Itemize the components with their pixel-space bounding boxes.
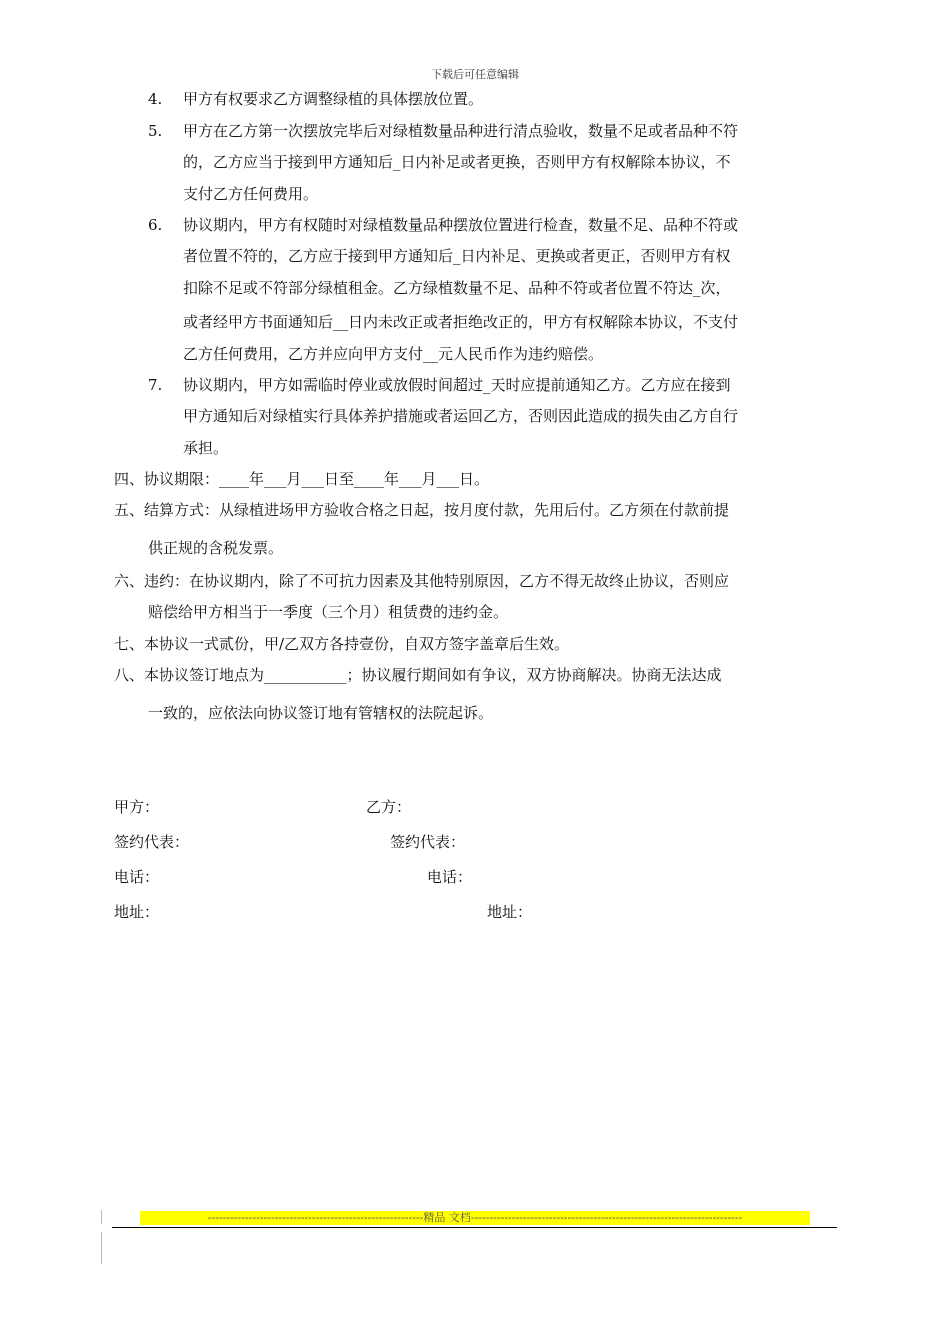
item-line: 协议期内，甲方如需临时停业或放假时间超过_天时应提前通知乙方。乙方应在接到 [183,376,731,394]
item-line: 协议期内，甲方有权随时对绿植数量品种摆放位置进行检查，数量不足、品种不符或 [183,216,739,234]
clause-breach-cont: 赔偿给甲方相当于一季度（三个月）租赁费的违约金。 [148,603,509,621]
item-number: 4. [148,90,163,108]
item-line: 者位置不符的，乙方应于接到甲方通知后_日内补足、更换或者更正，否则甲方有权 [183,247,731,265]
item-line: 乙方任何费用，乙方并应向甲方支付__元人民币作为违约赔偿。 [183,345,604,363]
item-line: 的，乙方应当于接到甲方通知后_日内补足或者更换，否则甲方有权解除本协议，不 [183,153,731,171]
page-header-note: 下载后可任意编辑 [431,68,519,81]
item-line: 或者经甲方书面通知后__日内未改正或者拒绝改正的，甲方有权解除本协议，不支付 [183,313,739,331]
party-a-label: 甲方： [114,798,160,816]
rep-a-label: 签约代表： [114,833,190,851]
item-line: 甲方有权要求乙方调整绿植的具体摆放位置。 [183,90,484,108]
address-b-label: 地址： [487,903,533,921]
item-line: 甲方通知后对绿植实行具体养护措施或者运回乙方，否则因此造成的损失由乙方自行 [183,407,739,425]
item-number: 7. [148,376,163,394]
clause-term: 四、协议期限：____年___月___日至____年___月___日。 [114,470,490,488]
item-line: 扣除不足或不符部分绿植租金。乙方绿植数量不足、品种不符或者位置不符达_次， [183,279,731,297]
clause-jurisdiction: 八、本协议签订地点为___________；协议履行期间如有争议，双方协商解决。协商无法达成 [114,666,722,684]
item-line: 承担。 [183,439,229,457]
footer-banner: ----------------------------------------------------------精品 文档------------------------------------------------------------------------- [140,1211,810,1225]
phone-a-label: 电话： [114,868,160,886]
clause-jurisdiction-cont: 一致的，应依法向协议签订地有管辖权的法院起诉。 [148,704,494,722]
clause-breach: 六、违约：在协议期内，除了不可抗力因素及其他特别原因，乙方不得无故终止协议，否则应 [114,572,730,590]
clause-settlement: 五、结算方式：从绿植进场甲方验收合格之日起，按月度付款，先用后付。乙方须在付款前提 [114,501,730,519]
rep-b-label: 签约代表： [390,833,466,851]
item-number: 6. [148,216,163,234]
footer-rule [112,1227,837,1228]
item-number: 5. [148,122,163,140]
margin-mark [101,1232,102,1264]
clause-copies: 七、本协议一式贰份，甲/乙双方各持壹份，自双方签字盖章后生效。 [114,635,570,653]
phone-b-label: 电话： [427,868,473,886]
party-b-label: 乙方： [366,798,412,816]
item-line: 甲方在乙方第一次摆放完毕后对绿植数量品种进行清点验收，数量不足或者品种不符 [183,122,739,140]
address-a-label: 地址： [114,903,160,921]
clause-settlement-cont: 供正规的含税发票。 [148,539,284,557]
margin-mark [101,1210,102,1224]
item-line: 支付乙方任何费用。 [183,185,319,203]
